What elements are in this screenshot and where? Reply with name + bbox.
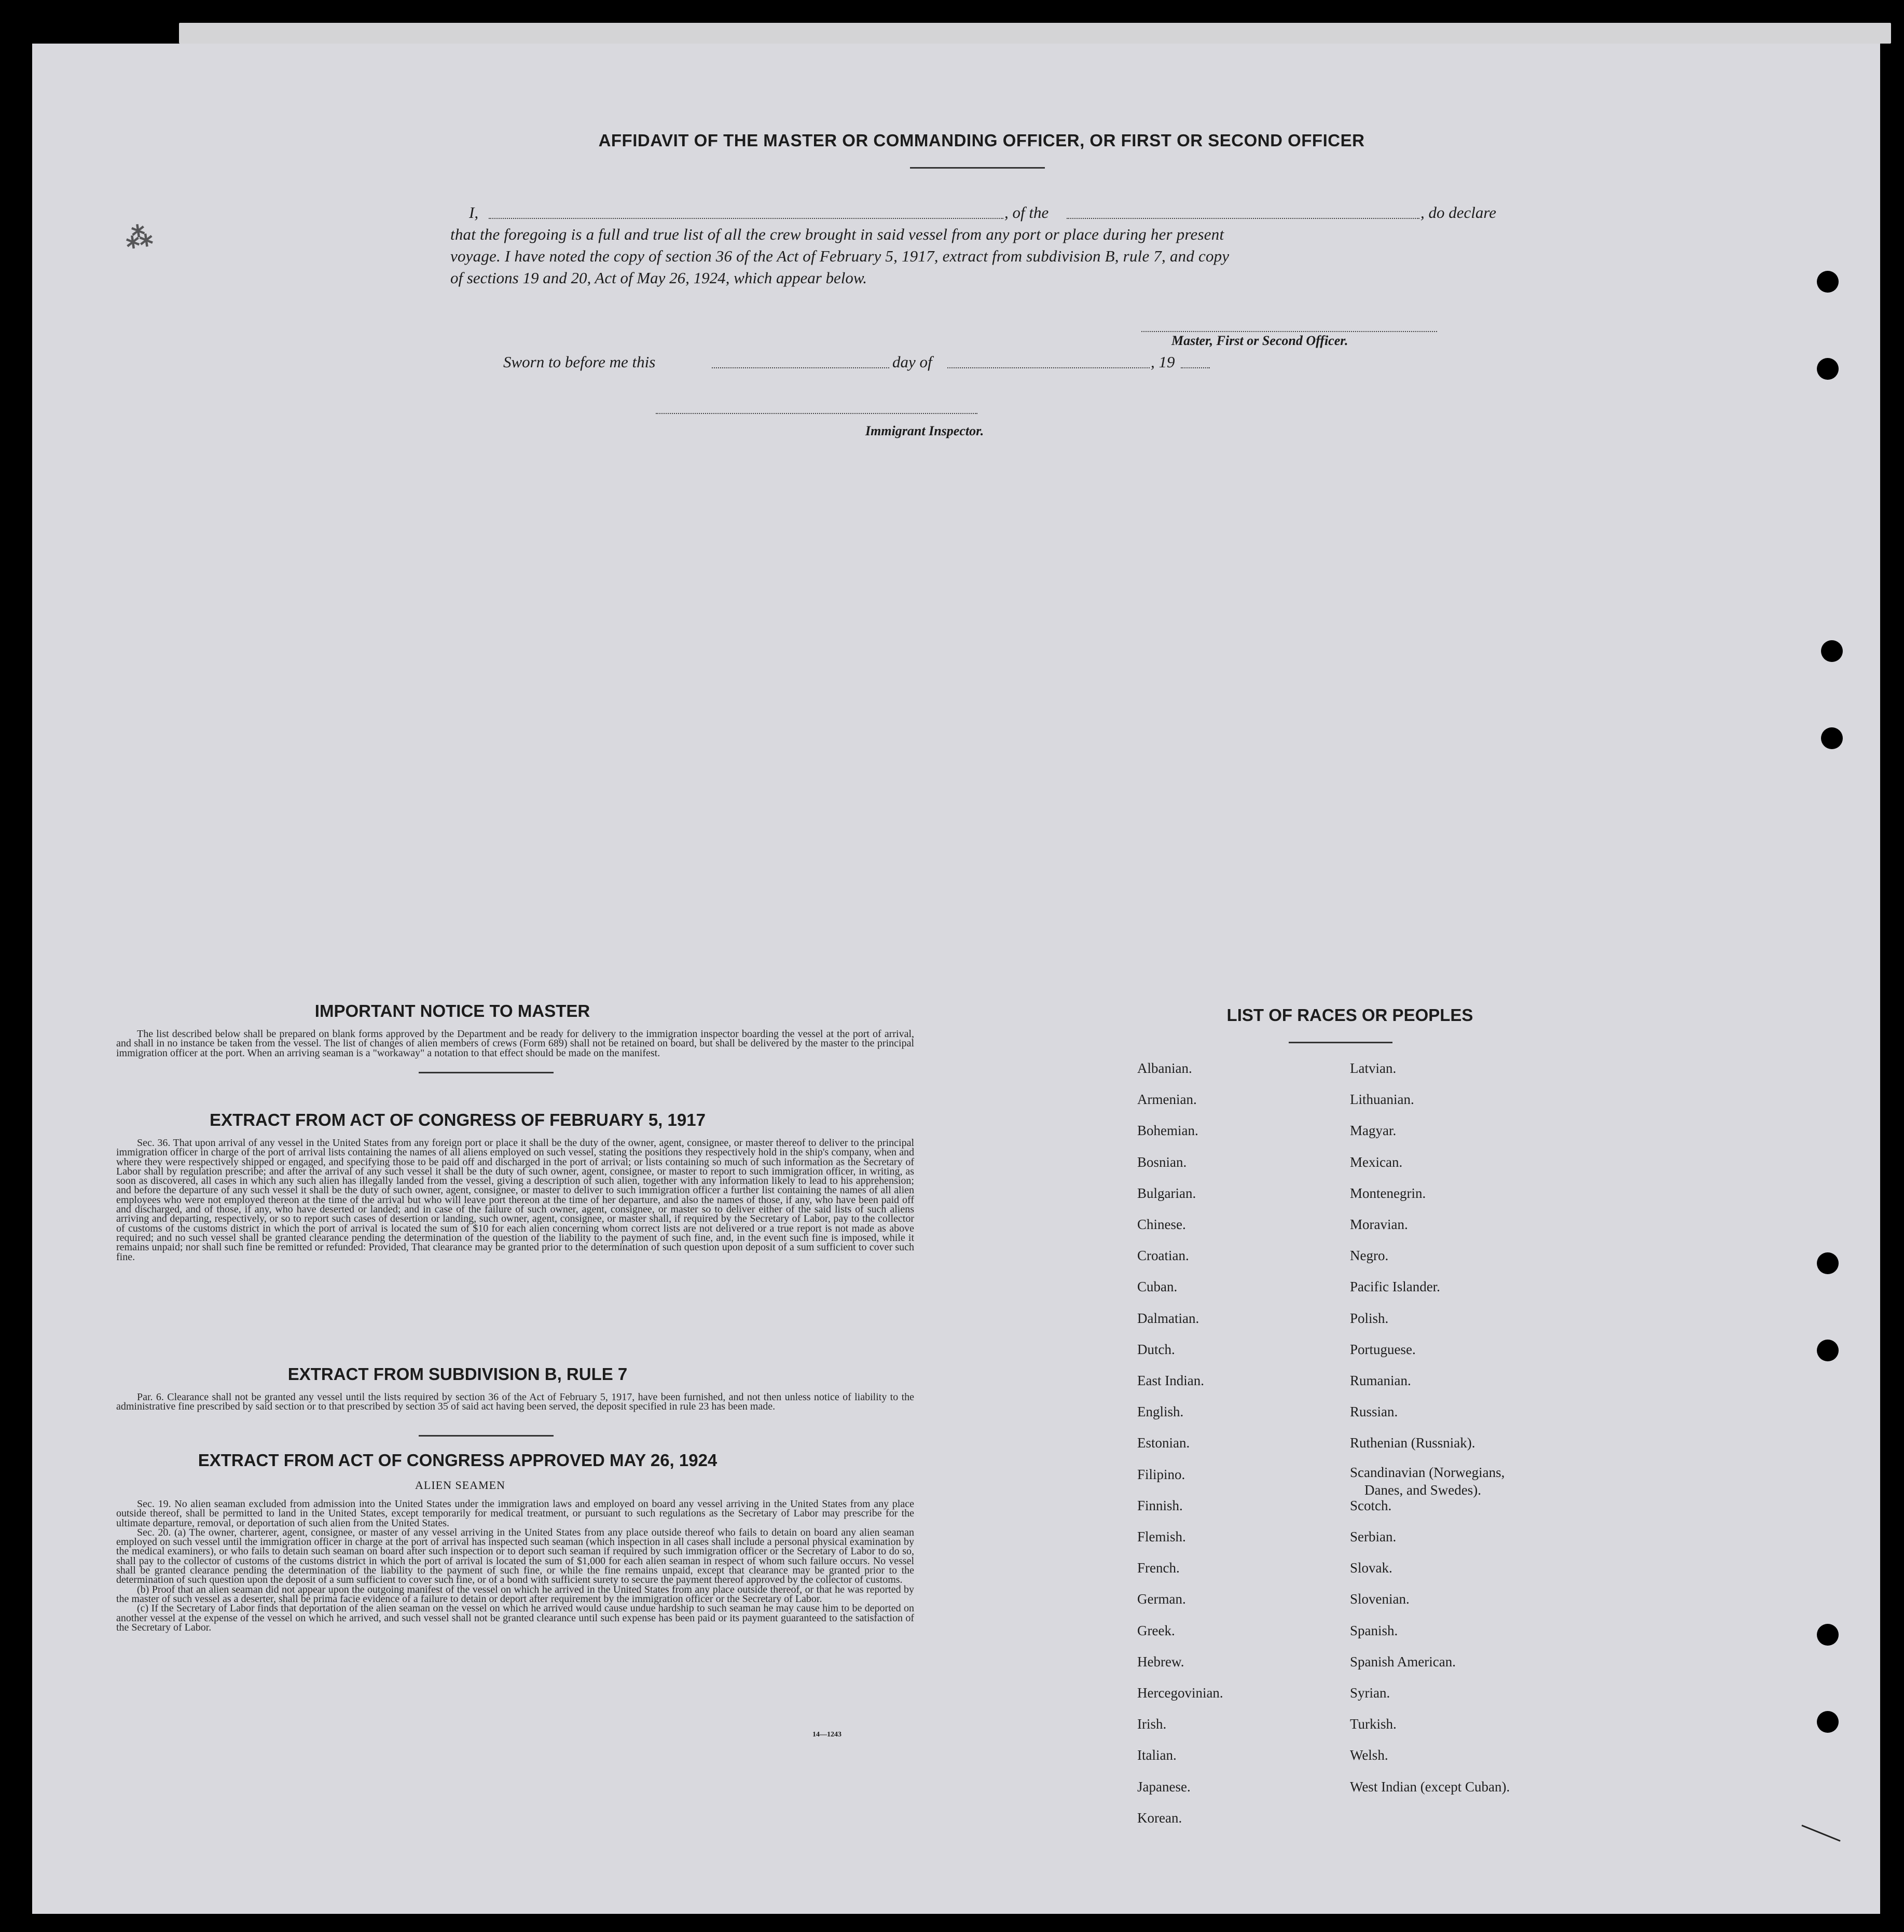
race-item: Moravian. [1350, 1217, 1408, 1232]
form-number: 14—1243 [812, 1731, 841, 1738]
race-item: Pacific Islander. [1350, 1279, 1440, 1295]
master-signature-field[interactable] [1141, 331, 1437, 332]
race-item: Armenian. [1137, 1092, 1197, 1108]
extract-1924-sec20a: Sec. 20. (a) The owner, charterer, agent, consignee, or master of any vessel arriving in the United States from any place outside thereof who fails to detain on board any alien seaman employed on such vessel until the immigration officer in charge at the port of arrival has inspected such seaman (which inspection in all cases shall include a personal physical examination by the medical examiners), or who fails to detain such seaman on board after such inspection or to deport such seaman if required by such immigration officer or the Secretary of Labor to do so, shall pay to the collector of customs of the customs district in which the port of arrival is located the sum of $1,000 for each alien seaman in respect of whom such failure occurs. No vessel shall be granted clearance pending the determination of the liability to the payment of such fine, or while the fine remains unpaid, except that clearance may be granted prior to the determination of such question upon the deposit of a sum sufficient to cover such fine, or of a bond with sufficient surety to secure the payment thereof approved by the collector of customs. [116, 1526, 914, 1586]
race-item: Negro. [1350, 1248, 1389, 1264]
affidavit-do-declare-label: , do declare [1420, 203, 1497, 222]
race-item: Bohemian. [1137, 1123, 1198, 1139]
extract-1924-sec19: Sec. 19. No alien seaman excluded from admission into the United States under the immigration laws and employed on board any vessel arriving in the United States from any place outside thereof, shall be permitted to land in the United States, except temporarily for medical treatment, or pursuant to such regulations as the Secretary of Labor may prescribe for the ultimate departure, removal, or deportation of such alien from the United States. [116, 1498, 914, 1529]
day-of-label: day of [892, 353, 932, 371]
race-item: Spanish American. [1350, 1653, 1456, 1669]
race-item: Filipino. [1137, 1466, 1185, 1482]
extract-rule7-title: EXTRACT FROM SUBDIVISION B, RULE 7 [287, 1364, 628, 1384]
race-item: Syrian. [1350, 1685, 1390, 1701]
corner-mark [1801, 1825, 1840, 1842]
race-item: Slovenian. [1350, 1591, 1410, 1607]
race-item: Scotch. [1350, 1497, 1392, 1513]
race-item: Mexican. [1350, 1154, 1403, 1170]
extract-rule7-text: Par. 6. Clearance shall not be granted any vessel until the lists required by section 36 of the Act of February 5, 1917, have been furnished, and not then unless notice of liability to the administrative fine prescribed by said section or to that prescribed by section 35 of said act having been served, the deposit specified in rule 23 has been made. [116, 1391, 914, 1413]
extract-rule7-body [116, 1392, 914, 1412]
race-item: Polish. [1350, 1310, 1389, 1326]
race-item: Greek. [1137, 1622, 1175, 1638]
race-item: Croatian. [1137, 1248, 1189, 1264]
punch-hole-5 [1817, 1252, 1839, 1274]
rule7-rule [419, 1435, 554, 1437]
affidavit-body-line-3: of sections 19 and 20, Act of May 26, 1924, which appear below. [450, 269, 867, 287]
scan-top-strip [179, 23, 1891, 44]
sworn-label: Sworn to before me this [503, 353, 656, 371]
race-item: Cuban. [1137, 1279, 1178, 1295]
race-item: Hebrew. [1137, 1653, 1184, 1669]
sworn-day-field[interactable] [712, 367, 889, 368]
stamp-mark: ⁂ [123, 220, 155, 255]
race-item: Italian. [1137, 1747, 1177, 1763]
race-item: German. [1137, 1591, 1186, 1607]
inspector-label: Immigrant Inspector. [865, 423, 984, 438]
race-item: Spanish. [1350, 1622, 1398, 1638]
races-title: LIST OF RACES OR PEOPLES [1226, 1005, 1473, 1025]
punch-hole-6 [1817, 1340, 1839, 1361]
sworn-month-field[interactable] [947, 367, 1150, 368]
extract-1924-title: EXTRACT FROM ACT OF CONGRESS APPROVED MAY 26, 1924 [198, 1451, 718, 1470]
race-item: Turkish. [1350, 1716, 1397, 1732]
race-item: Rumanian. [1350, 1373, 1411, 1388]
notice-body [116, 1029, 914, 1058]
race-item: Russian. [1350, 1404, 1398, 1420]
race-item: West Indian (except Cuban). [1350, 1778, 1510, 1795]
extract-1924-subtitle: ALIEN SEAMEN [415, 1479, 505, 1492]
document-sheet [32, 44, 1880, 1914]
race-item: Serbian. [1350, 1529, 1397, 1544]
race-item: Scandinavian (Norwegians, [1350, 1464, 1505, 1480]
race-item: Estonian. [1137, 1435, 1190, 1451]
affidavit-of-the-label: , of the [1004, 203, 1049, 222]
sworn-year-field[interactable] [1181, 367, 1210, 368]
race-item: Japanese. [1137, 1778, 1191, 1795]
race-item: French. [1137, 1560, 1180, 1576]
race-item: Montenegrin. [1350, 1185, 1426, 1201]
extract-1924-sec20c: (c) If the Secretary of Labor finds that deportation of the alien seaman on the vessel on which he arrived would cause undue hardship to such seaman he may cause him to be deported on another vessel at the expense of the vessel on which he arrived, and such vessel shall not be granted clearance until such expense has been paid or its payment guaranteed to the satisfaction of the Secretary of Labor. [116, 1603, 914, 1633]
race-item: Welsh. [1350, 1747, 1388, 1763]
notice-rule [419, 1072, 554, 1073]
races-rule [1289, 1042, 1392, 1043]
race-item: East Indian. [1137, 1373, 1204, 1388]
punch-hole-4 [1821, 727, 1843, 749]
race-item: Danes, and Swedes). [1364, 1482, 1481, 1498]
affidavit-i-label: I, [469, 203, 479, 222]
race-item: Albanian. [1137, 1060, 1192, 1076]
race-item: Magyar. [1350, 1123, 1397, 1139]
extract-1924-sec20b: (b) Proof that an alien seaman did not appear upon the outgoing manifest of the vessel on which he arrived in the United States from any place outside thereof, or that he was reported by the master of such vessel as a deserter, shall be prima facie evidence of a failure to detain or deport after requirement by the immigration officer or the Secretary of Labor. [116, 1583, 914, 1605]
notice-title: IMPORTANT NOTICE TO MASTER [314, 1001, 590, 1020]
affidavit-title-rule [910, 167, 1045, 169]
race-item: Slovak. [1350, 1560, 1392, 1576]
extract-1917-text: Sec. 36. That upon arrival of any vessel in the United States from any foreign port or place it shall be the duty of the owner, agent, consignee, or master thereof to deliver to the principal immigration officer in charge of the port of arrival lists containing the names of all aliens employed on such vessel, stating the positions they respectively hold in the ship's company, when and where they were respectively shipped or engaged, and specifying those to be paid off and discharged in the port of arrival; or lists containing so much of such information as the Secretary of Labor shall by regulation prescribe; and after the arrival of any such vessel it shall be the duty of such owner, agent, consignee, or master to report to such immigration officer, in writing, as soon as discovered, all cases in which any such alien has illegally landed from the vessel, giving a description of such alien, together with any information likely to lead to his apprehension; and before the departure of any such vessel it shall be the duty of such owner, agent, consignee, or master to deliver to such immigration officer a further list containing the names of all alien employees who were not employed thereon at the time of the arrival but who will leave port thereon at the time of her departure, and also the names of those, if any, who have been paid off and discharged, and of those, if any, who have deserted or landed; and in case of the failure of such owner, agent, consignee, or master so to deliver either of the said lists of such aliens arriving and departing, respectively, or so to report such cases of desertion or landing, such owner, agent, consignee, or master shall, if required by the Secretary of Labor, pay to the collector of customs of the customs district in which the port of arrival is located the sum of $10 for each alien concerning whom correct lists are not delivered or a true report is not made as above required; and no such vessel shall be granted clearance pending the determination of the question of the liability to the payment of such fine, and, in the event such fine is imposed, while it remains unpaid; nor shall such fine be remitted or refunded: Provided, That clearance may be granted prior to the determination of such question upon deposit of a sum sufficient to cover such fine. [116, 1137, 914, 1263]
inspector-signature-field[interactable] [656, 413, 977, 414]
race-item: Hercegovinian. [1137, 1685, 1223, 1701]
year-label: , 19 [1151, 353, 1175, 371]
notice-body-text: The list described below shall be prepared on blank forms approved by the Department and be ready for delivery to the immigration inspector boarding the vessel at the port of arrival, and shall in no instance be taken from the vessel. The list of changes of alien members of crews (Form 689) shall not be retained on board, but shall be delivered by the master to the principal immigration officer at the port. When an arriving seaman is a "workaway" a notation to that effect should be made on the manifest. [116, 1028, 914, 1059]
race-item: Irish. [1137, 1716, 1167, 1732]
extract-1917-body [116, 1138, 914, 1262]
race-item: Dalmatian. [1137, 1310, 1199, 1326]
punch-hole-8 [1817, 1711, 1839, 1733]
extract-1917-title: EXTRACT FROM ACT OF CONGRESS OF FEBRUARY 5, 1917 [210, 1110, 706, 1129]
race-item: Flemish. [1137, 1529, 1186, 1544]
race-item: Portuguese. [1350, 1341, 1416, 1357]
punch-hole-7 [1817, 1624, 1839, 1646]
race-item: Ruthenian (Russniak). [1350, 1435, 1475, 1451]
affidavit-name-field[interactable] [489, 218, 1003, 219]
affidavit-body-line-1: that the foregoing is a full and true list of all the crew brought in said vessel from any port or place during her present [450, 225, 1224, 243]
punch-hole-1 [1817, 271, 1839, 293]
affidavit-body-line-2: voyage. I have noted the copy of section 36 of the Act of February 5, 1917, extract from subdivision B, rule 7, and copy [450, 247, 1230, 265]
race-item: Dutch. [1137, 1341, 1175, 1357]
race-item: Bulgarian. [1137, 1185, 1196, 1201]
affidavit-vessel-field[interactable] [1067, 218, 1419, 219]
race-item: Lithuanian. [1350, 1092, 1414, 1108]
race-item: Korean. [1137, 1810, 1182, 1826]
punch-hole-2 [1817, 358, 1839, 380]
race-item: English. [1137, 1404, 1184, 1420]
punch-hole-3 [1821, 640, 1843, 662]
race-item: Bosnian. [1137, 1154, 1187, 1170]
affidavit-title: AFFIDAVIT OF THE MASTER OR COMMANDING OFFICER, OR FIRST OR SECOND OFFICER [598, 131, 1365, 150]
extract-1924-body [116, 1499, 914, 1632]
race-item: Finnish. [1137, 1497, 1183, 1513]
race-item: Latvian. [1350, 1060, 1397, 1076]
master-signature-label: Master, First or Second Officer. [1171, 333, 1348, 348]
race-item: Chinese. [1137, 1217, 1186, 1232]
